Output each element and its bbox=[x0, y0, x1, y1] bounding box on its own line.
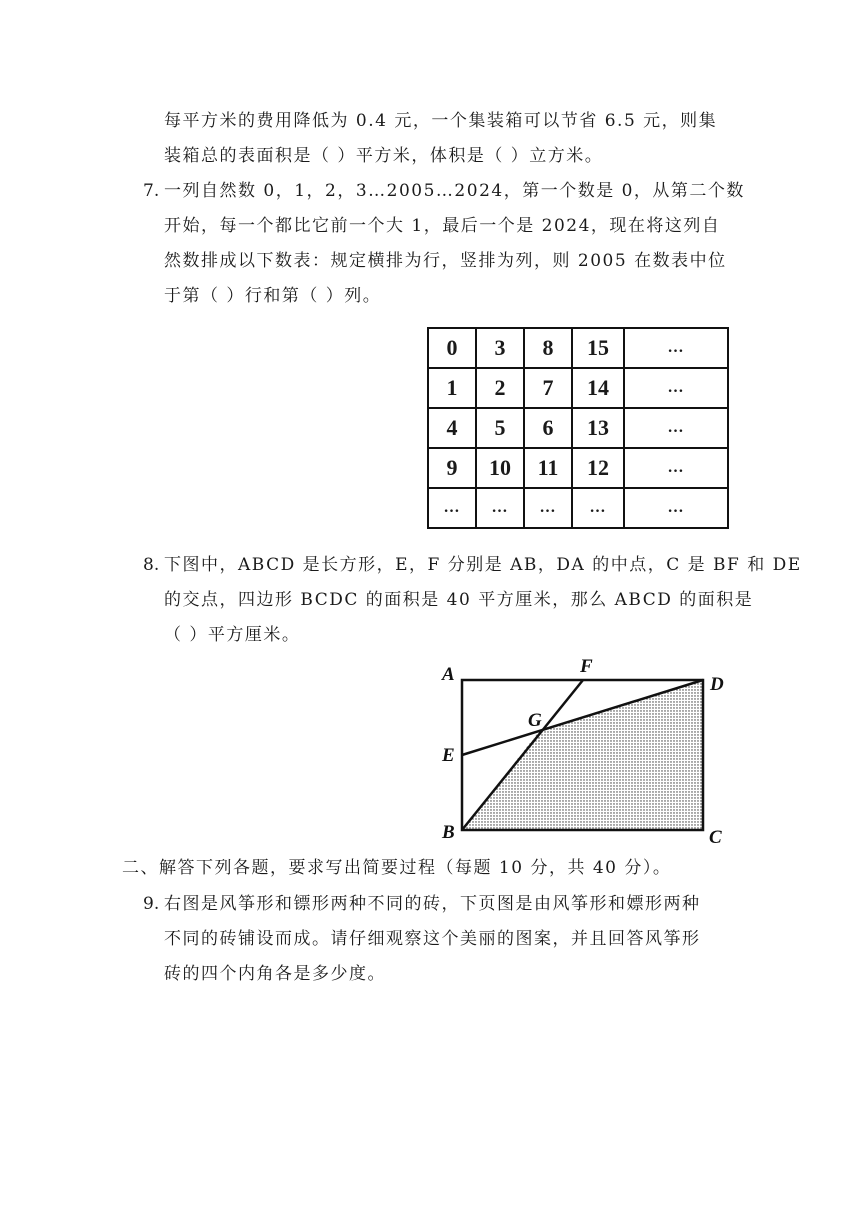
table-cell: 10 bbox=[476, 448, 524, 488]
table-cell: 9 bbox=[428, 448, 476, 488]
table-cell: … bbox=[624, 408, 728, 448]
table-row bbox=[428, 488, 728, 528]
table-row bbox=[428, 368, 728, 408]
q7-number: 7. bbox=[143, 181, 160, 201]
q8-line-3: （ ）平方厘米。 bbox=[164, 625, 301, 645]
table-cell: … bbox=[524, 488, 572, 528]
label-d: D bbox=[710, 674, 724, 695]
q8-number: 8. bbox=[143, 555, 160, 575]
q7-line-1: 一列自然数 0，1，2，3…2005…2024，第一个数是 0，从第二个数 bbox=[164, 181, 745, 201]
q7-line-4: 于第（ ）行和第（ ）列。 bbox=[164, 286, 382, 306]
label-c: C bbox=[709, 827, 722, 848]
label-g: G bbox=[528, 710, 542, 731]
q9-number: 9. bbox=[143, 894, 160, 914]
q8-line-2: 的交点，四边形 BCDC 的面积是 40 平方厘米，那么 ABCD 的面积是 bbox=[164, 590, 754, 610]
label-f: F bbox=[580, 656, 593, 677]
table-cell: 8 bbox=[524, 328, 572, 368]
label-a: A bbox=[442, 664, 455, 685]
table-cell: … bbox=[428, 488, 476, 528]
table-cell: 1 bbox=[428, 368, 476, 408]
table-cell: 6 bbox=[524, 408, 572, 448]
table-cell: 0 bbox=[428, 328, 476, 368]
q9-line-3: 砖的四个内角各是多少度。 bbox=[164, 964, 386, 984]
table-cell: … bbox=[572, 488, 624, 528]
section-2-heading: 二、解答下列各题，要求写出简要过程（每题 10 分，共 40 分）。 bbox=[122, 858, 672, 878]
q6-line-1: 每平方米的费用降低为 0.4 元，一个集装箱可以节省 6.5 元，则集 bbox=[164, 111, 718, 131]
table-row bbox=[428, 448, 728, 488]
q6-line-2: 装箱总的表面积是（ ）平方米，体积是（ ）立方米。 bbox=[164, 146, 604, 166]
q7-line-2: 开始，每一个都比它前一个大 1，最后一个是 2024，现在将这列自 bbox=[164, 216, 721, 236]
table-cell: … bbox=[624, 328, 728, 368]
shaded-region bbox=[462, 680, 703, 830]
table-cell: 11 bbox=[524, 448, 572, 488]
table-cell: 12 bbox=[572, 448, 624, 488]
table-cell: 7 bbox=[524, 368, 572, 408]
table-cell: 3 bbox=[476, 328, 524, 368]
q7-line-3: 然数排成以下数表：规定横排为行，竖排为列，则 2005 在数表中位 bbox=[164, 251, 727, 271]
table-cell: 5 bbox=[476, 408, 524, 448]
table-cell: … bbox=[624, 368, 728, 408]
q9-line-1: 右图是风筝形和镖形两种不同的砖，下页图是由风筝形和嫖形两种 bbox=[164, 894, 701, 914]
table-cell: 14 bbox=[572, 368, 624, 408]
table-cell: … bbox=[624, 488, 728, 528]
table-cell: … bbox=[476, 488, 524, 528]
rectangle-figure bbox=[430, 650, 740, 850]
number-table bbox=[427, 327, 729, 529]
q9-line-2: 不同的砖铺设而成。请仔细观察这个美丽的图案，并且回答风筝形 bbox=[164, 929, 701, 949]
table-cell: … bbox=[624, 448, 728, 488]
table-cell: 2 bbox=[476, 368, 524, 408]
table-cell: 13 bbox=[572, 408, 624, 448]
table-row bbox=[428, 408, 728, 448]
label-b: B bbox=[442, 822, 455, 843]
q8-line-1: 下图中，ABCD 是长方形，E，F 分别是 AB，DA 的中点，C 是 BF 和 DE bbox=[164, 555, 802, 575]
table-cell: 15 bbox=[572, 328, 624, 368]
table-cell: 4 bbox=[428, 408, 476, 448]
table-row bbox=[428, 328, 728, 368]
label-e: E bbox=[442, 745, 455, 766]
